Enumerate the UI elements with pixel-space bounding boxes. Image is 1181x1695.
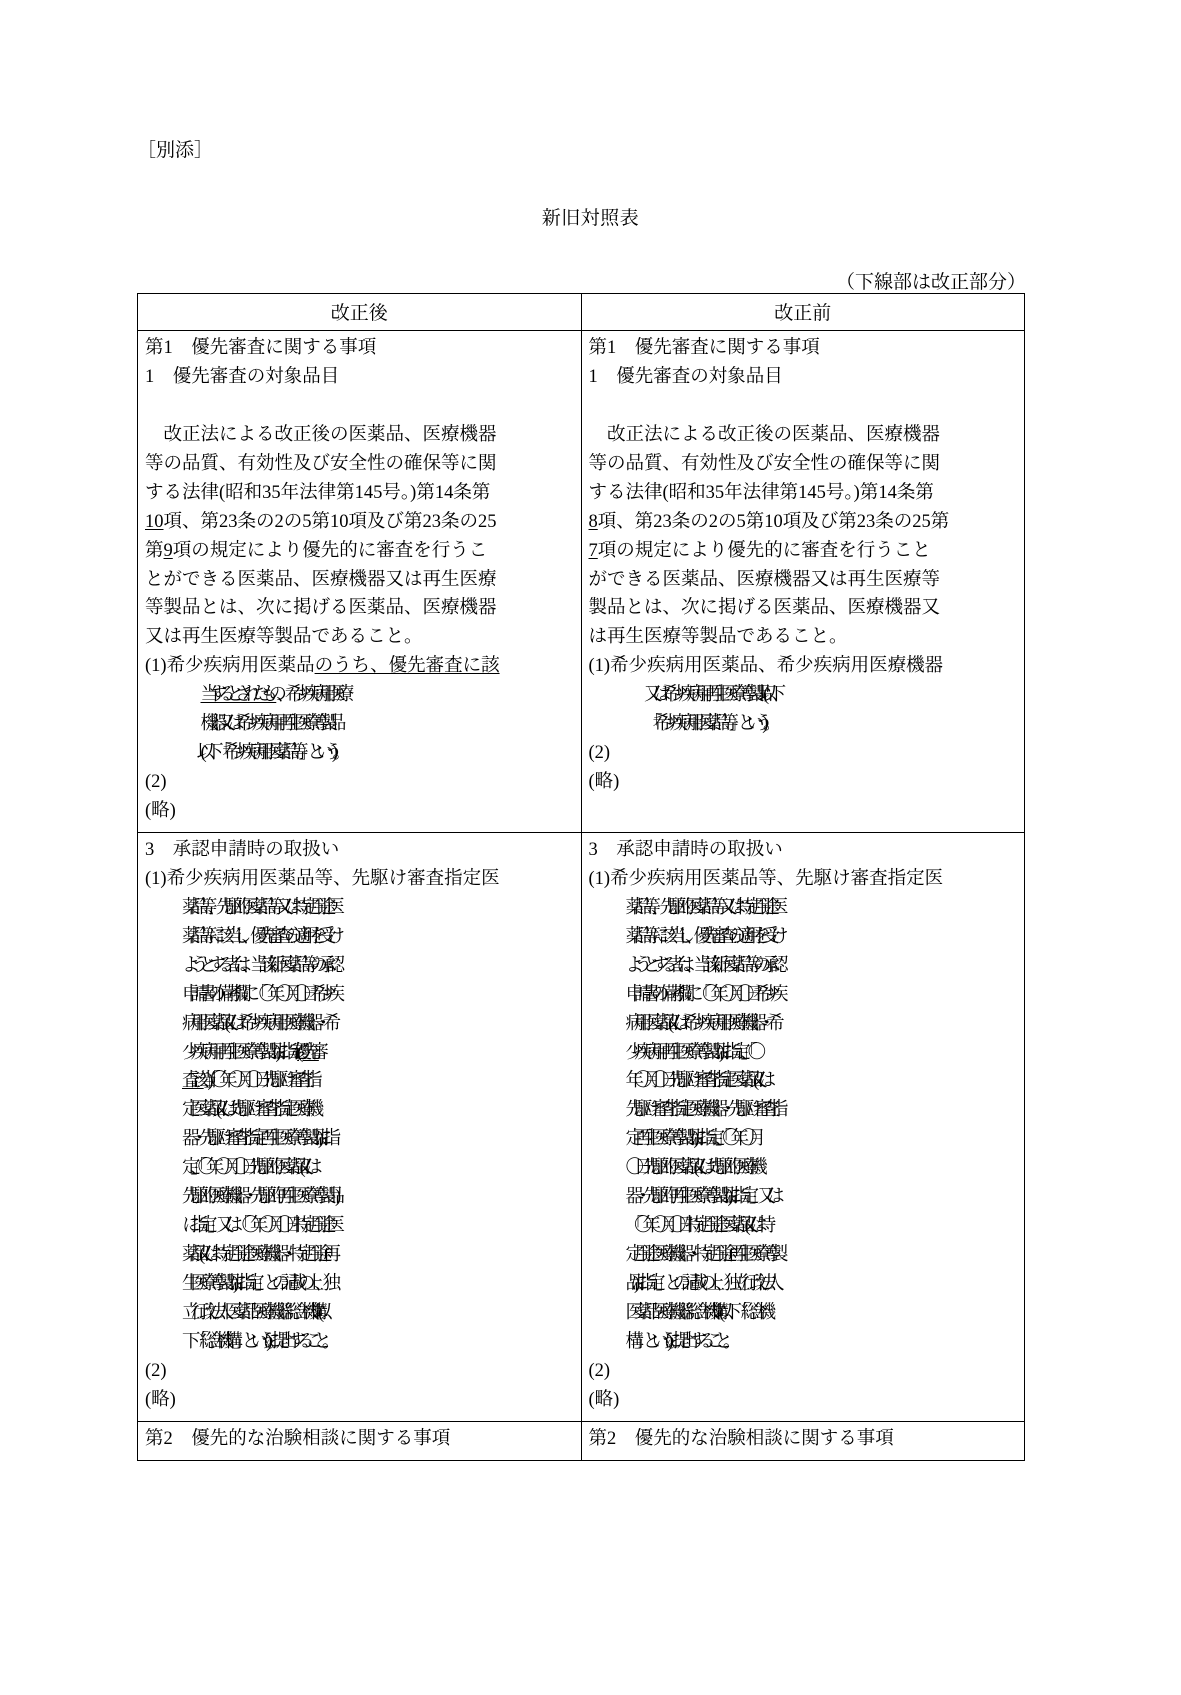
cell-text-before: [589, 836, 1018, 1415]
amended-text: 9: [163, 540, 173, 561]
text-line: 機器又は希少疾病用再生医療等製品: [200, 714, 337, 735]
text-line: 第9項の規定により優先的に審査を行うこ: [145, 540, 488, 561]
cell-before: [581, 832, 1025, 1421]
text-line: 薬品等、先駆的医薬品等又は特定用途医: [182, 897, 336, 918]
column-header-after: 改正後: [138, 294, 582, 331]
amended-text: 10: [145, 511, 164, 532]
amended-text: のうち、優先審査に該: [314, 656, 500, 677]
text-line: 査該当)」、「〇年〇月〇日先駆け審査指: [182, 1071, 313, 1092]
text-line: 定再生医療等製品)に指定」、「〇年〇月: [625, 1129, 757, 1150]
cell-text-after: [145, 836, 574, 1415]
attachment-tag: ［別添］: [137, 140, 214, 161]
text-line: 医薬品医療機器総合機構(以下「総合機: [625, 1302, 767, 1323]
text-line: 申請書の備考欄に「〇年〇月〇日希少疾: [625, 984, 779, 1005]
text-line: 定」、「〇年〇月〇日先駆的医薬品(又は: [182, 1158, 313, 1179]
text-line: 器・先駆的再生医療等製品)に指定」又は: [625, 1187, 775, 1208]
text-line: (2): [588, 743, 611, 764]
cell-after: [138, 1421, 582, 1460]
table-body: [138, 331, 1025, 1461]
text-line: 「希少疾病用医薬品等」という。): [644, 714, 759, 735]
text-line: (2): [588, 1360, 611, 1381]
page-title: 新旧対照表: [541, 208, 640, 229]
text-line: 第2 優先的な治験相談に関する事項: [588, 1428, 894, 1449]
amended-text: 8: [588, 511, 598, 532]
amended-text: 7: [588, 540, 598, 561]
amended-text: 当するとされたもの: [200, 685, 277, 706]
text-line: 「〇年〇月〇日特定用途医薬品(又は特: [625, 1216, 767, 1237]
cell-text-after: [145, 334, 574, 826]
text-line: 当するとされたもの、希少疾病用医療: [200, 685, 345, 706]
text-line: 等の品質、有効性及び安全性の確保等に関: [588, 453, 941, 474]
text-line: 薬品等、先駆的医薬品等又は特定用途医: [625, 897, 779, 918]
text-line: とができる医薬品、医療機器又は再生医療: [145, 569, 497, 590]
text-line: 薬品等に該当し、優先審査の適用を受け: [625, 926, 779, 947]
text-line: 8項、第23条の2の5第10項及び第23条の25第: [588, 511, 950, 532]
cell-before: [581, 1421, 1025, 1460]
text-line: 先駆的医療機器・先駆的再生医療等製品): [182, 1187, 332, 1208]
text-line: (1)希少疾病用医薬品等、先駆け審査指定医: [145, 868, 500, 889]
text-line: 1 優先審査の対象品目: [588, 366, 783, 387]
text-line: (1)希少疾病用医薬品、希少疾病用医療機器: [588, 656, 944, 677]
text-line: 〇日先駆的医薬品(又は先駆的医療機: [625, 1158, 758, 1179]
underline-legend-note: （下線部は改正部分）: [835, 272, 1026, 293]
text-line: (1)希少疾病用医薬品等、先駆け審査指定医: [588, 868, 944, 889]
table-row: [138, 1421, 1025, 1460]
text-line: 改正法による改正後の医薬品、医療機器: [588, 424, 941, 445]
text-line: (2): [145, 772, 167, 793]
text-line: 3 承認申請時の取扱い: [145, 839, 340, 860]
text-line: 改正法による改正後の医薬品、医療機器: [145, 424, 497, 445]
column-header-before: 改正前: [581, 294, 1025, 331]
text-line: [589, 392, 1018, 421]
text-line: 少疾病用再生医療等製品)に指定(優先審: [182, 1042, 319, 1063]
text-line: 又は希少疾病用再生医療等製品(以下: [644, 685, 777, 706]
text-line: 病用医薬品(又は希少疾病用医療機器・希: [182, 1013, 332, 1034]
text-line: は再生医療等製品であること。: [588, 627, 848, 648]
text-line: 器・先駆け審査指定再生医療等製品)に指: [182, 1129, 332, 1150]
table-row: [138, 832, 1025, 1421]
cell-after: [138, 331, 582, 833]
text-line: 薬品等に該当し、優先審査の適用を受け: [182, 926, 336, 947]
text-line: 先駆け審査指定医療機器・先駆け審査指: [625, 1100, 779, 1121]
text-line: 第1 優先審査に関する事項: [588, 338, 820, 358]
table-row: [138, 331, 1025, 833]
cell-after: [138, 832, 582, 1421]
cell-text-before: [589, 334, 1018, 797]
cell-text-after: [145, 1425, 574, 1454]
text-line: 第2 優先的な治験相談に関する事項: [145, 1428, 451, 1449]
table-header-row: [138, 294, 1025, 331]
text-line: ようとする者は、当該新医薬品等の承認: [182, 955, 336, 976]
amended-text: 査該当): [182, 1071, 204, 1092]
text-line: 薬品(又は特定用途医療機器・特定用途再: [182, 1245, 332, 1266]
text-line: 年〇月〇日先駆け審査指定医薬品(又は: [625, 1071, 767, 1092]
text-line: 1 優先審査の対象品目: [145, 366, 340, 387]
text-line: 定医薬品(又は先駆け審査指定医療機: [182, 1100, 315, 1121]
text-line: (略): [588, 1389, 620, 1410]
text-line: 立行政法人医薬品医療機器総合機構(以: [182, 1302, 323, 1323]
amended-text: (優先審: [297, 1042, 319, 1063]
text-line: 申請書の備考欄に「〇年〇月〇日希少疾: [182, 984, 336, 1005]
text-line: [145, 392, 574, 421]
text-line: 構」という。)に提出すること。: [625, 1331, 732, 1352]
text-line: (略): [145, 801, 176, 821]
text-line: (略): [145, 1389, 176, 1410]
text-line: 第1 優先審査に関する事項: [145, 338, 377, 358]
cell-before: [581, 331, 1025, 833]
text-line: 病用医薬品(又は希少疾病用医療機器・希: [625, 1013, 775, 1034]
text-line: ようとする者は、当該新医薬品等の承認: [625, 955, 779, 976]
text-line: 又は再生医療等製品であること。: [145, 627, 423, 648]
text-line: 生医療等製品)に指定」との記載の上、独: [182, 1274, 332, 1294]
text-line: に指定」又は「〇年〇月〇日特定用途医: [182, 1216, 336, 1237]
text-line: 7項の規定により優先的に審査を行うこと: [588, 540, 931, 561]
comparison-table: [137, 293, 1025, 1461]
text-line: 下「総合機構」という。)に提出すること。: [182, 1331, 331, 1352]
cell-text-before: [589, 1425, 1018, 1454]
text-line: する法律(昭和35年法律第145号。)第14条第: [588, 482, 934, 503]
text-line: (略): [588, 772, 620, 793]
text-line: する法律(昭和35年法律第145号。)第14条第: [145, 482, 491, 503]
text-line: 製品とは、次に掲げる医薬品、医療機器又: [588, 598, 941, 619]
text-line: (1)希少疾病用医薬品のうち、優先審査に該: [145, 656, 500, 677]
text-line: (以下「希少疾病用医薬品等」という。): [200, 743, 329, 764]
text-line: 等製品とは、次に掲げる医薬品、医療機器: [145, 598, 497, 619]
text-line: (2): [145, 1360, 167, 1381]
text-line: 等の品質、有効性及び安全性の確保等に関: [145, 453, 497, 474]
text-line: 品)に指定」との記載の上、独立行政法人: [625, 1274, 775, 1294]
text-line: 10項、第23条の2の5第10項及び第23条の25: [145, 511, 497, 532]
text-line: 3 承認申請時の取扱い: [588, 839, 783, 860]
text-line: 定用途医療機器・特定用途再生医療等製: [625, 1245, 779, 1266]
text-line: ができる医薬品、医療機器又は再生医療等: [588, 569, 941, 590]
text-line: 少疾病用再生医療等製品)に指定」、「〇: [625, 1042, 757, 1063]
